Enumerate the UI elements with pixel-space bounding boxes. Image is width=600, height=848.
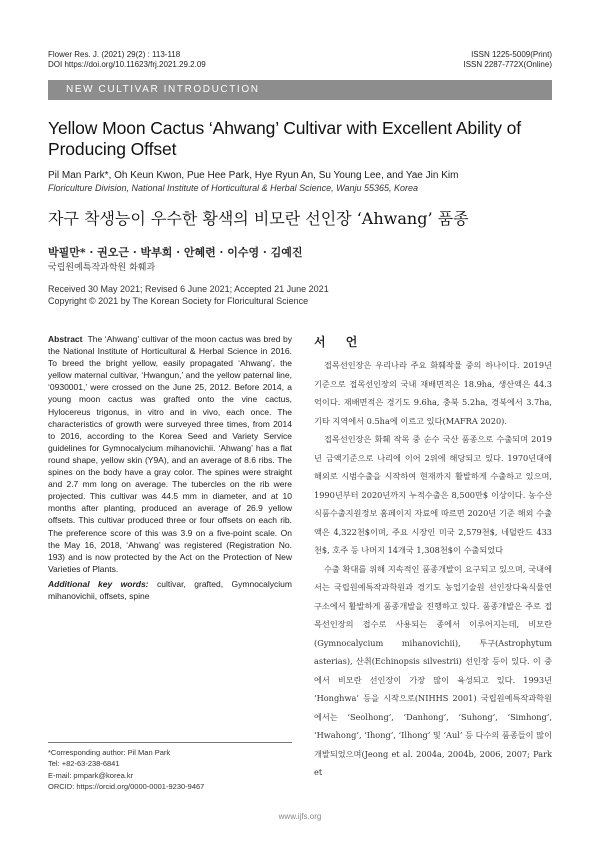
journal-citation: Flower Res. J. (2021) 29(2) : 113-118 (48, 50, 181, 59)
corresponding-orcid[interactable]: ORCID: https://orcid.org/0000-0001-9230-9467 (48, 782, 205, 792)
section-banner: NEW CULTIVAR INTRODUCTION (48, 80, 552, 100)
abstract-section (48, 333, 292, 602)
issn-print: ISSN 1225-5009(Print) (471, 50, 552, 59)
intro-paragraph-2: 접목선인장은 화훼 작목 중 순수 국산 품종으로 수출되며 2019년 금액기준으로 나리에 이어 2위에 해당되고 있다. 1970년대에 해외로 시범수출을 시작하여 현재까지 활발하게 수출하고 있으며, 1990년부터 2020년까지 누적수출은 8,500만$ 이상이다. 농수산식품수출지원정보 홈페이지 자료에 따르면 2020년 기준 해외 수출액은 4,322천$이며, 주요 시장인 미국 2,579천$, 네덜란드 433천$, 호주 등 나머지 14개국 1,308천$이 수출되었다 (314, 434, 552, 555)
abstract-label: Abstract (48, 334, 83, 344)
issn-online: ISSN 2287-772X(Online) (463, 60, 552, 69)
corresponding-author: *Corresponding author: Pil Man Park (48, 748, 171, 757)
doi-link[interactable]: DOI https://doi.org/10.11623/frj.2021.29.2.09 (48, 60, 206, 69)
abstract-paragraph (48, 333, 292, 575)
issn-block (464, 50, 553, 70)
korean-affiliation: 국립원예특작과학원 화훼과 (48, 263, 156, 273)
corresponding-tel: Tel: +82-63-238-6841 (48, 759, 120, 769)
keywords-paragraph (48, 578, 292, 602)
received-dates: Received 30 May 2021; Revised 6 June 2021; Accepted 21 June 2021 (48, 284, 329, 294)
corresponding-email[interactable]: E-mail: pmpark@korea.kr (48, 770, 134, 780)
copyright-line: Copyright © 2021 by The Korean Society for Floricultural Science (48, 296, 309, 306)
correspondence-block (48, 747, 292, 793)
dates-block (48, 283, 558, 307)
intro-paragraph-3: 수출 확대를 위해 지속적인 품종개발이 요구되고 있으며, 국내에서는 국립원예특작과학원과 경기도 농업기술원 선인장다육식물연구소에서 활발하게 품종개발을 진행하고 있다. 품종개발은 주로 접목선인장의 접수로 사용되는 종에서 이루어지는데, 비모란(Gymnocalycium mihanovichii), 투구(Astrophytum asterias), 산취(Echinopsis silvestrii) 선인장 등이 있다. 이 중에서 비모란 선인장이 가장 많이 육성되고 있다. 1993년 ‘Honghwa’ 등을 시작으로(NIHHS 2001) 국립원예특작과학원에서는 ‘Seolhong’, ‘Danhong’, ‘Suhong’, ‘Simhong’, ‘Hwahong’, ‘Ihong’, ‘Ilhong’ 및 ‘Aul’ 등 다수의 품종들이 많이 개발되었으며(Jeong et al. 2004a, 2004b, 2006, 2007; Park et (314, 563, 552, 777)
intro-heading: 서 언 (314, 335, 366, 349)
journal-footer-url[interactable]: www.ijfs.org (278, 812, 322, 821)
korean-author-list: 박필만* · 권오근 · 박부희 · 안혜련 · 이수영 · 김예진 (48, 246, 303, 259)
keywords-text: cultivar, grafted, Gymnocalycium mihanovichii, offsets, spine (48, 578, 292, 601)
intro-paragraph-1: 접목선인장은 우리나라 주요 화훼작물 중의 하나이다. 2019년 기준으로 접목선인장의 국내 재배면적은 18.9ha, 생산액은 44.3억이다. 재배면적은 경기도 9.6ha, 충북 5.2ha, 경북에서 3.7ha, 기타 지역에서 0.5ha에 이르고 있다(MAFRA 2020). (314, 360, 552, 426)
intro-body (314, 356, 552, 782)
korean-title: 자구 착생능이 우수한 황색의 비모란 선인장 ‘Ahwang’ 품종 (48, 209, 469, 228)
affiliation: Floriculture Division, National Institute of Horticultural & Herbal Science, Wanju 55365, Korea (48, 183, 419, 193)
paper-title: Yellow Moon Cactus ‘Ahwang’ Cultivar with Excellent Ability of Producing Offset (48, 118, 522, 159)
author-list: Pil Man Park*, Oh Keun Kwon, Pue Hee Park, Hye Ryun An, Su Young Lee, and Yae Jin Kim (48, 170, 459, 181)
keywords-label: Additional key words: (48, 578, 149, 589)
abstract-text: The ‘Ahwang’ cultivar of the moon cactus was bred by the National Institute of Horticultural & Herbal Science in 2016. To breed the bright yellow, easily propagated ‘Ahwang’, the yellow maternal cultivar, ‘Hwangun,’ and the yellow paternal line, ‘0930001,’ were crossed on the June 25, 2012. Before 2014, a young moon cactus was grafted onto the vine cactus, Hylocereus trigonus, in vitro and in vivo, each once. The characteristics of growth were surveyed three times, from 2014 to 2016, according to the Korea Seed and Variety Service guidelines for Gymnocalycium mihanovichii. ‘Ahwang’ has a flat round shape, yellow skin (Y9A), and an average of 8.6 ribs. The spines on the body have a gray color. The spines were straight and 2.7 mm long on average. The tubercles on the rib were projected. This cultivar was 44.5 mm in diameter, and at 10 months after planting, produced an average of 26.9 yellow offsets. This cultivar produced three or four offsets on each rib. The preference score of this was 3.9 on a five-point scale. On the May 16, 2018, ‘Ahwang’ was registered (Registration No. 193) and is now protected by the Act on the Protection of New Varieties of Plants. (48, 334, 292, 574)
footnote-divider (48, 742, 292, 743)
journal-header (48, 50, 206, 70)
